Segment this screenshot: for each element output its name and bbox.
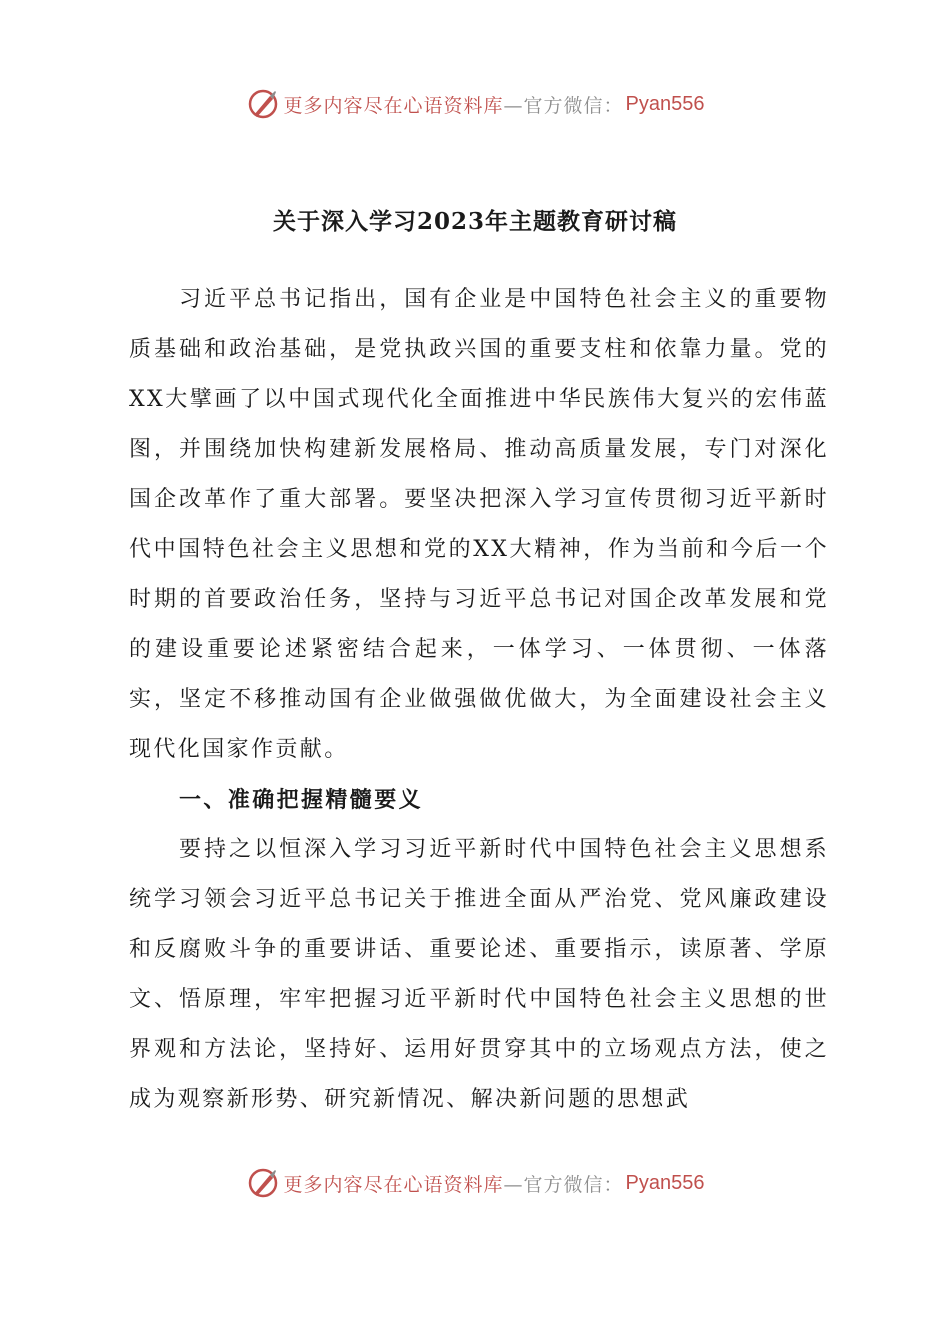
- promo-text: 更多内容尽在心语资料库: [283, 1173, 504, 1196]
- promo-text: 更多内容尽在心语资料库: [283, 94, 504, 117]
- footer-banner: [0, 1161, 950, 1205]
- section-heading: 一、准确把握精髓要义: [179, 787, 424, 813]
- quill-logo-icon: [246, 1166, 280, 1200]
- quill-logo-icon: [246, 87, 280, 121]
- wechat-id: Pyan556: [625, 1171, 705, 1194]
- contact-label: —官方微信：: [503, 94, 624, 117]
- document-body: [129, 275, 829, 1125]
- contact-label: —官方微信：: [503, 1173, 624, 1196]
- intro-paragraph: 习近平总书记指出，国有企业是中国特色社会主义的重要物质基础和政治基础，是党执政兴国的重要支柱和依靠力量。党的XX大擘画了以中国式现代化全面推进中华民族伟大复兴的宏伟蓝图，并围绕加快构建新发展格局、推动高质量发展，专门对深化国企改革作了重大部署。要坚决把深入学习宣传贯彻习近平新时代中国特色社会主义思想和党的XX大精神，作为当前和今后一个时期的首要政治任务，坚持与习近平总书记对国企改革发展和党的建设重要论述紧密结合起来，一体学习、一体贯彻、一体落实，坚定不移推动国有企业做强做优做大，为全面建设社会主义现代化国家作贡献。: [129, 287, 829, 762]
- header-banner: [0, 82, 950, 126]
- document-title: 关于深入学习2023年主题教育研讨稿: [272, 208, 677, 235]
- section-paragraph: 要持之以恒深入学习习近平新时代中国特色社会主义思想系统学习领会习近平总书记关于推进全面从严治党、党风廉政建设和反腐败斗争的重要讲话、重要论述、重要指示，读原著、学原文、悟原理，牢牢把握习近平新时代中国特色社会主义思想的世界观和方法论，坚持好、运用好贯穿其中的立场观点方法，使之成为观察新形势、研究新情况、解决新问题的思想武: [129, 837, 829, 1112]
- wechat-id: Pyan556: [625, 92, 705, 115]
